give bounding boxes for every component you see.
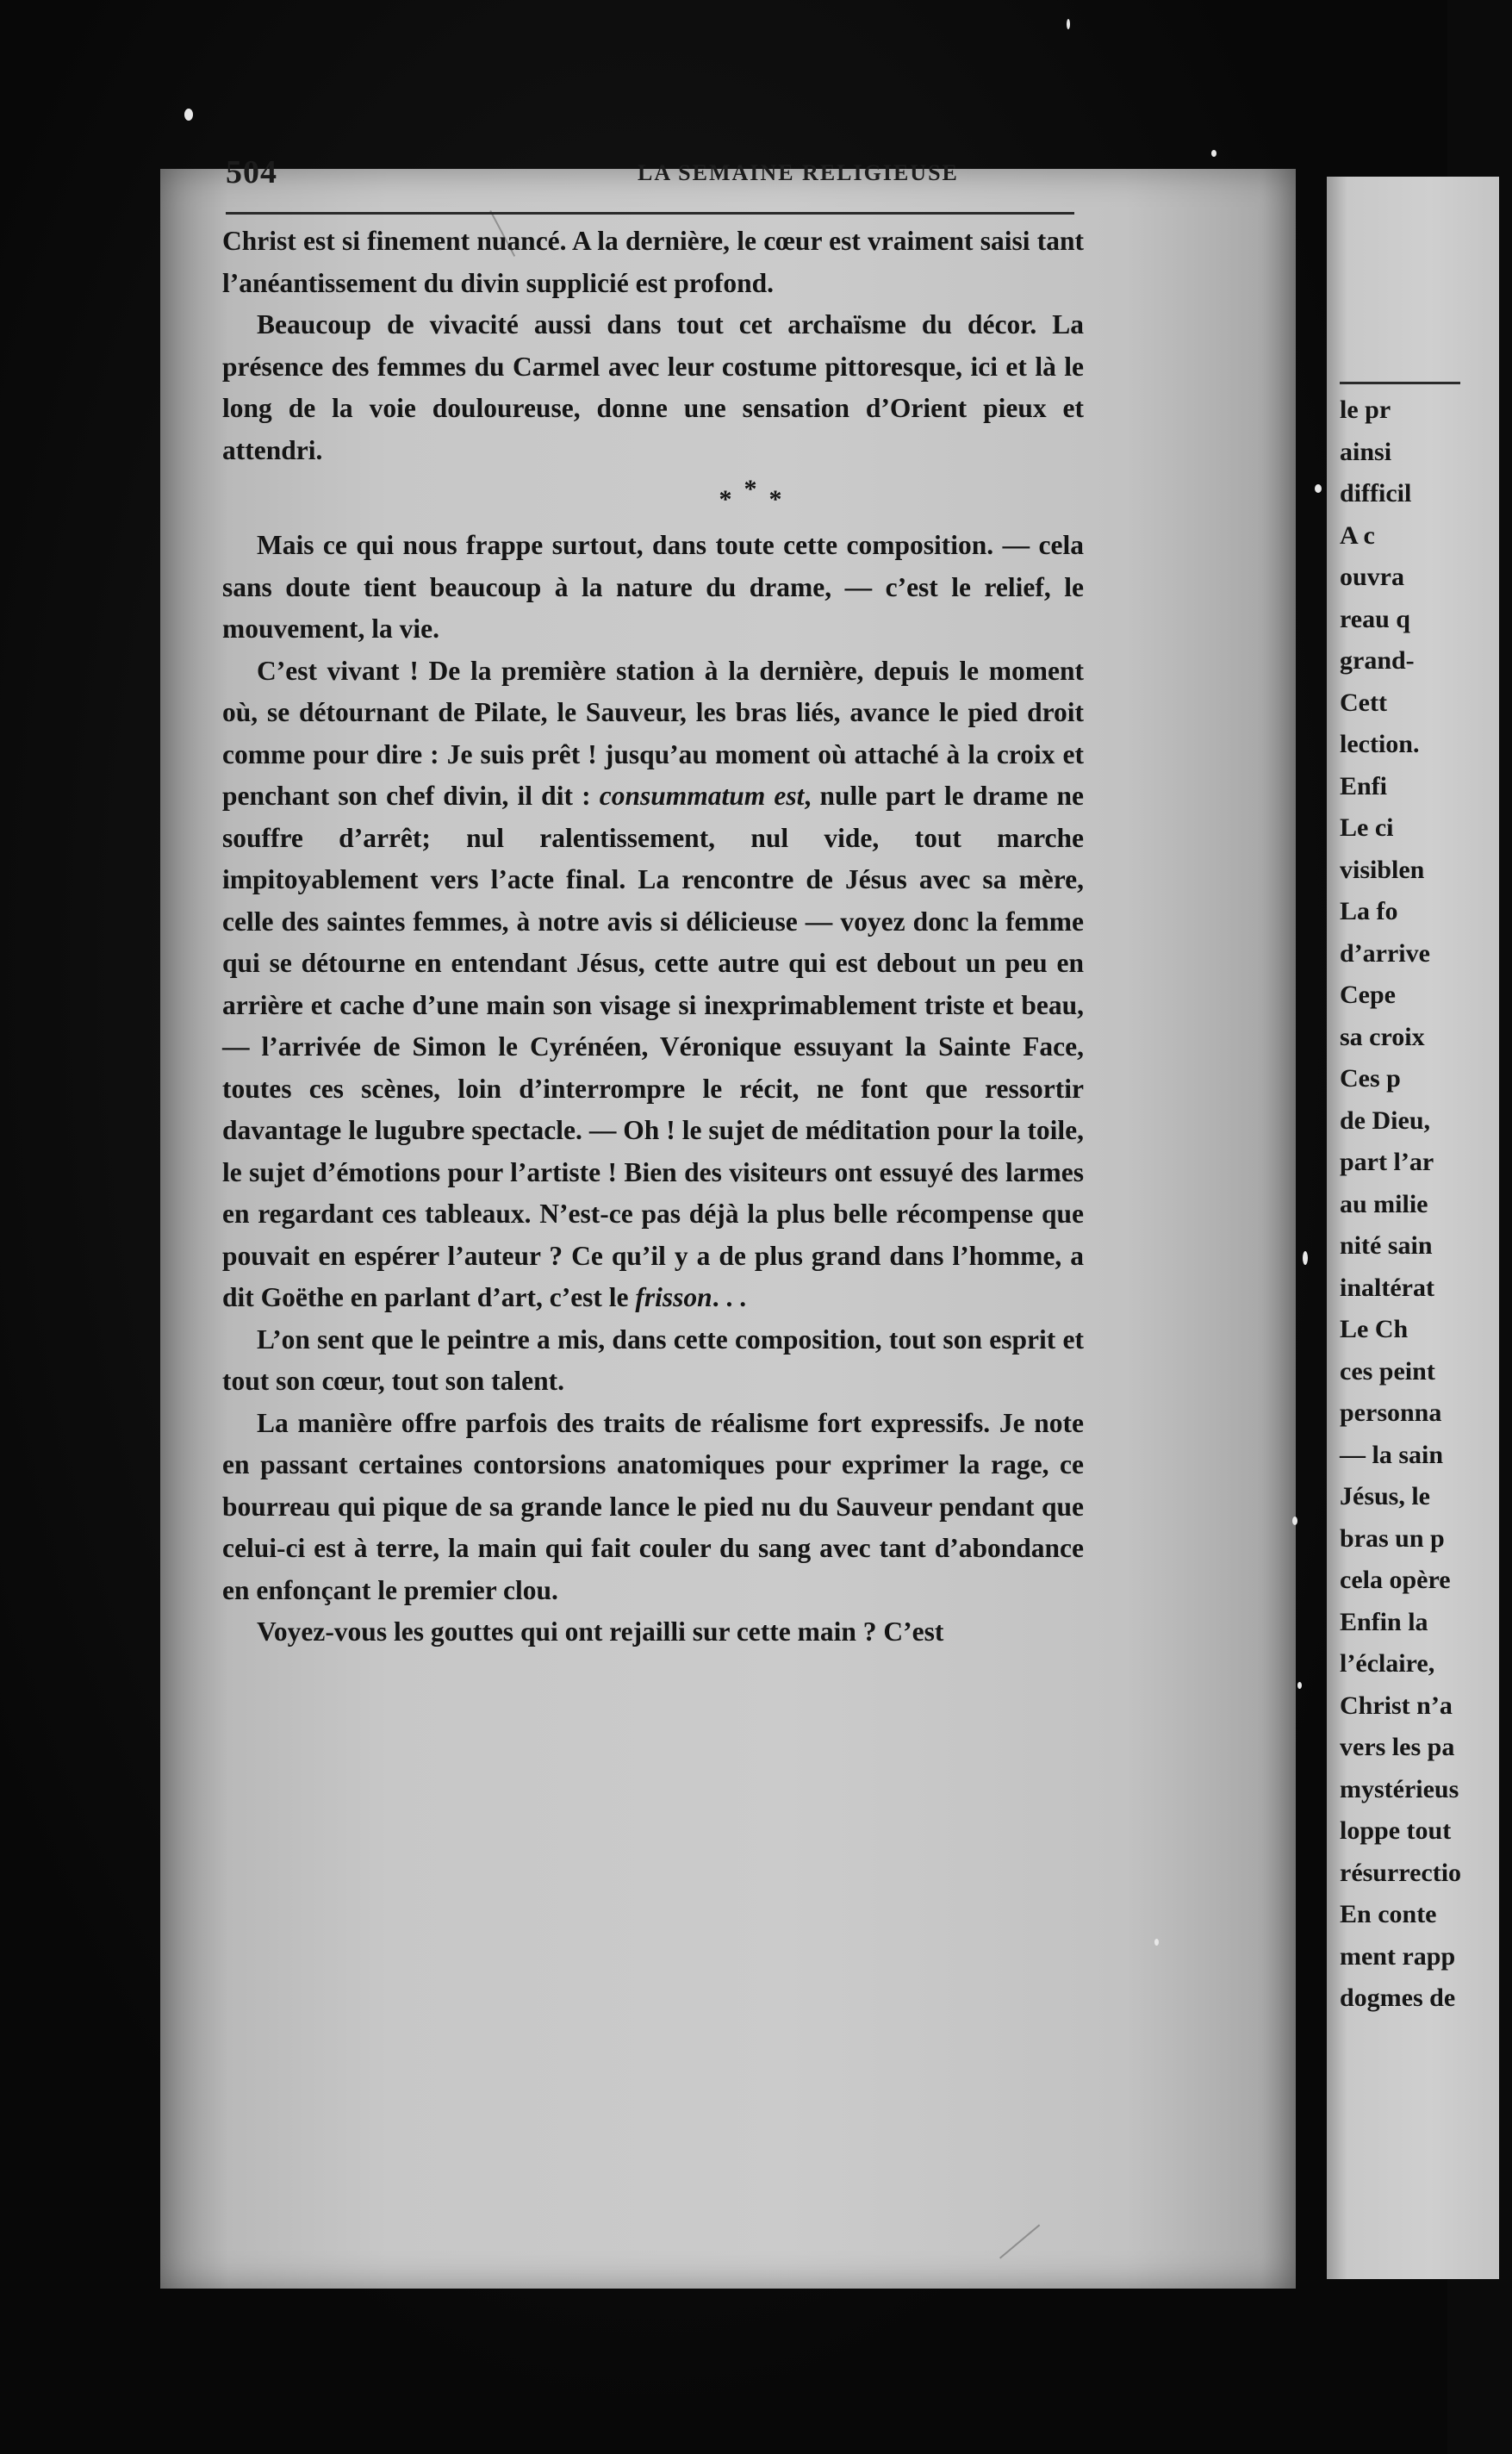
right-page-header-rule bbox=[1340, 382, 1460, 384]
article-body bbox=[222, 221, 1084, 1654]
right-page-line: visiblen bbox=[1340, 855, 1425, 884]
paragraph: Voyez-vous les gouttes qui ont rejailli sur cette main ? C’est bbox=[257, 1616, 944, 1647]
paragraph-continuation: , nulle part le drame ne souffre d’arrêt; nul ralentissement, nul vide, tout marche impitoyablement vers l’acte final. La rencontre de Jésus avec sa mère, celle des saintes femmes, à notre avis si délicieuse — voyez donc la femme qui se détourne en entendant Jésus, cette autre qui est debout un peu en arrière et cache d’une main son visage si inexprimablement triste et beau, — l’arrivée de Simon le Cyrénéen, Véronique essuyant la Sainte Face, toutes ces scènes, loin d’interrompre le récit, ne font que ressortir davantage le lugubre spectacle. — Oh ! le sujet de méditation pour la toile, le sujet d’émotions pour l’artiste ! Bien des visiteurs ont essuyé des larmes en regardant ces tableaux. N’est-ce pas déjà la plus belle récompense que pouvait en espérer l’auteur ? Ce qu’il y a de plus grand dans l’homme, a dit Goëthe en parlant d’art, c’est le bbox=[222, 781, 1085, 1312]
asterism-separator: *** bbox=[719, 475, 794, 514]
right-page-line: au milie bbox=[1340, 1189, 1428, 1218]
film-speck bbox=[1211, 150, 1216, 157]
right-page-line: bras un p bbox=[1340, 1523, 1445, 1553]
journal-title: LA SEMAINE RELIGIEUSE bbox=[638, 160, 959, 185]
right-page-line: — la sain bbox=[1340, 1440, 1444, 1469]
right-page-line: personna bbox=[1340, 1398, 1442, 1427]
paragraph-with-quote bbox=[222, 651, 1084, 1319]
right-page-line: mystérieus bbox=[1340, 1774, 1459, 1803]
right-page-text bbox=[1340, 389, 1512, 2020]
right-page-line: cela opère bbox=[1340, 1566, 1451, 1594]
paragraph: L’on sent que le peintre a mis, dans cette composition, tout son esprit et tout son cœur, tout son talent. bbox=[222, 1324, 1084, 1396]
right-page-line: inaltérat bbox=[1340, 1273, 1434, 1302]
right-page-line: nité sain bbox=[1340, 1231, 1433, 1260]
paragraph: Mais ce qui nous frappe surtout, dans toute cette composition. — cela sans doute tient beaucoup à la nature du drame, — c’est le relief, le mouvement, la vie. bbox=[222, 530, 1084, 644]
right-page-line: Cett bbox=[1340, 688, 1387, 717]
right-page-line: Jésus, le bbox=[1340, 1482, 1430, 1510]
right-page-line: La fo bbox=[1340, 897, 1398, 925]
right-page-line: l’éclaire, bbox=[1340, 1649, 1435, 1678]
right-page-line: vers les pa bbox=[1340, 1733, 1455, 1761]
right-page-line: ces peint bbox=[1340, 1356, 1435, 1386]
right-page-line: d’arrive bbox=[1340, 938, 1430, 968]
paragraph: Beaucoup de vivacité aussi dans tout cet archaïsme du décor. La présence des femmes du Carmel avec leur costume pittoresque, ici et là le long de la voie douloureuse, donne une sensation d’Orient pieux et attendri. bbox=[222, 309, 1084, 465]
right-page-line: Ces p bbox=[1340, 1064, 1401, 1093]
paragraph-text: C’est vivant ! De la première station à la dernière, depuis le moment où, se détournant de Pilate, le Sauveur, les bras liés, avance le pied droit comme pour dire : Je suis prêt ! jusqu’au moment où attaché à la croix et penchant son chef divin, il dit : bbox=[222, 655, 1084, 811]
right-page-line: résurrectio bbox=[1340, 1858, 1462, 1887]
right-page-line: Le Ch bbox=[1340, 1315, 1409, 1343]
page-number: 504 bbox=[226, 154, 277, 190]
film-speck bbox=[1297, 1682, 1302, 1689]
header-rule bbox=[226, 212, 1074, 215]
right-page-line: Cepe bbox=[1340, 981, 1396, 1009]
right-page-line: ment rapp bbox=[1340, 1941, 1456, 1971]
right-page-line: loppe tout bbox=[1340, 1816, 1452, 1845]
paragraph: La manière offre parfois des traits de réalisme fort expressifs. Je note en passant certaines contorsions anatomiques pour exprimer la rage, ce bourreau qui pique de sa grande lance le pied nu du Sauveur pendant que celui-ci est à terre, la main qui fait couler du sang avec tant d’abondance en enfonçant le premier clou. bbox=[222, 1407, 1084, 1605]
film-speck bbox=[1315, 484, 1322, 493]
right-page-line: reau q bbox=[1340, 604, 1410, 633]
right-page-line: A c bbox=[1340, 520, 1375, 550]
film-speck bbox=[1303, 1251, 1308, 1265]
right-page-line: part l’ar bbox=[1340, 1148, 1434, 1176]
film-speck bbox=[184, 109, 193, 121]
right-page-line: dogmes de bbox=[1340, 1984, 1456, 2012]
right-page-line: ainsi bbox=[1340, 437, 1392, 466]
right-page-line: sa croix bbox=[1340, 1022, 1425, 1051]
right-page-line: difficil bbox=[1340, 479, 1412, 508]
right-page-line: grand- bbox=[1340, 646, 1415, 675]
film-speck bbox=[1067, 19, 1070, 29]
right-page-line: En conte bbox=[1340, 1900, 1437, 1928]
right-page-line: Enfin la bbox=[1340, 1607, 1428, 1636]
right-page-line: le pr bbox=[1340, 396, 1391, 424]
right-page-line: Le ci bbox=[1340, 813, 1394, 842]
paragraph: Christ est si finement nuancé. A la dernière, le cœur est vraiment saisi tant l’anéantissement du divin supplicié est profond. bbox=[222, 226, 1084, 298]
ellipsis: . . . bbox=[712, 1282, 747, 1312]
italic-word: frisson bbox=[635, 1282, 712, 1312]
right-page-line: Christ n’a bbox=[1340, 1691, 1453, 1720]
right-page-line: ouvra bbox=[1340, 563, 1404, 591]
right-page-line: Enfi bbox=[1340, 771, 1388, 800]
right-page-line: de Dieu, bbox=[1340, 1106, 1430, 1135]
right-page-line: lection. bbox=[1340, 730, 1420, 758]
film-speck bbox=[1292, 1517, 1297, 1525]
film-speck bbox=[1154, 1939, 1159, 1946]
latin-quote: consummatum est bbox=[599, 781, 805, 811]
running-head bbox=[226, 153, 1260, 205]
